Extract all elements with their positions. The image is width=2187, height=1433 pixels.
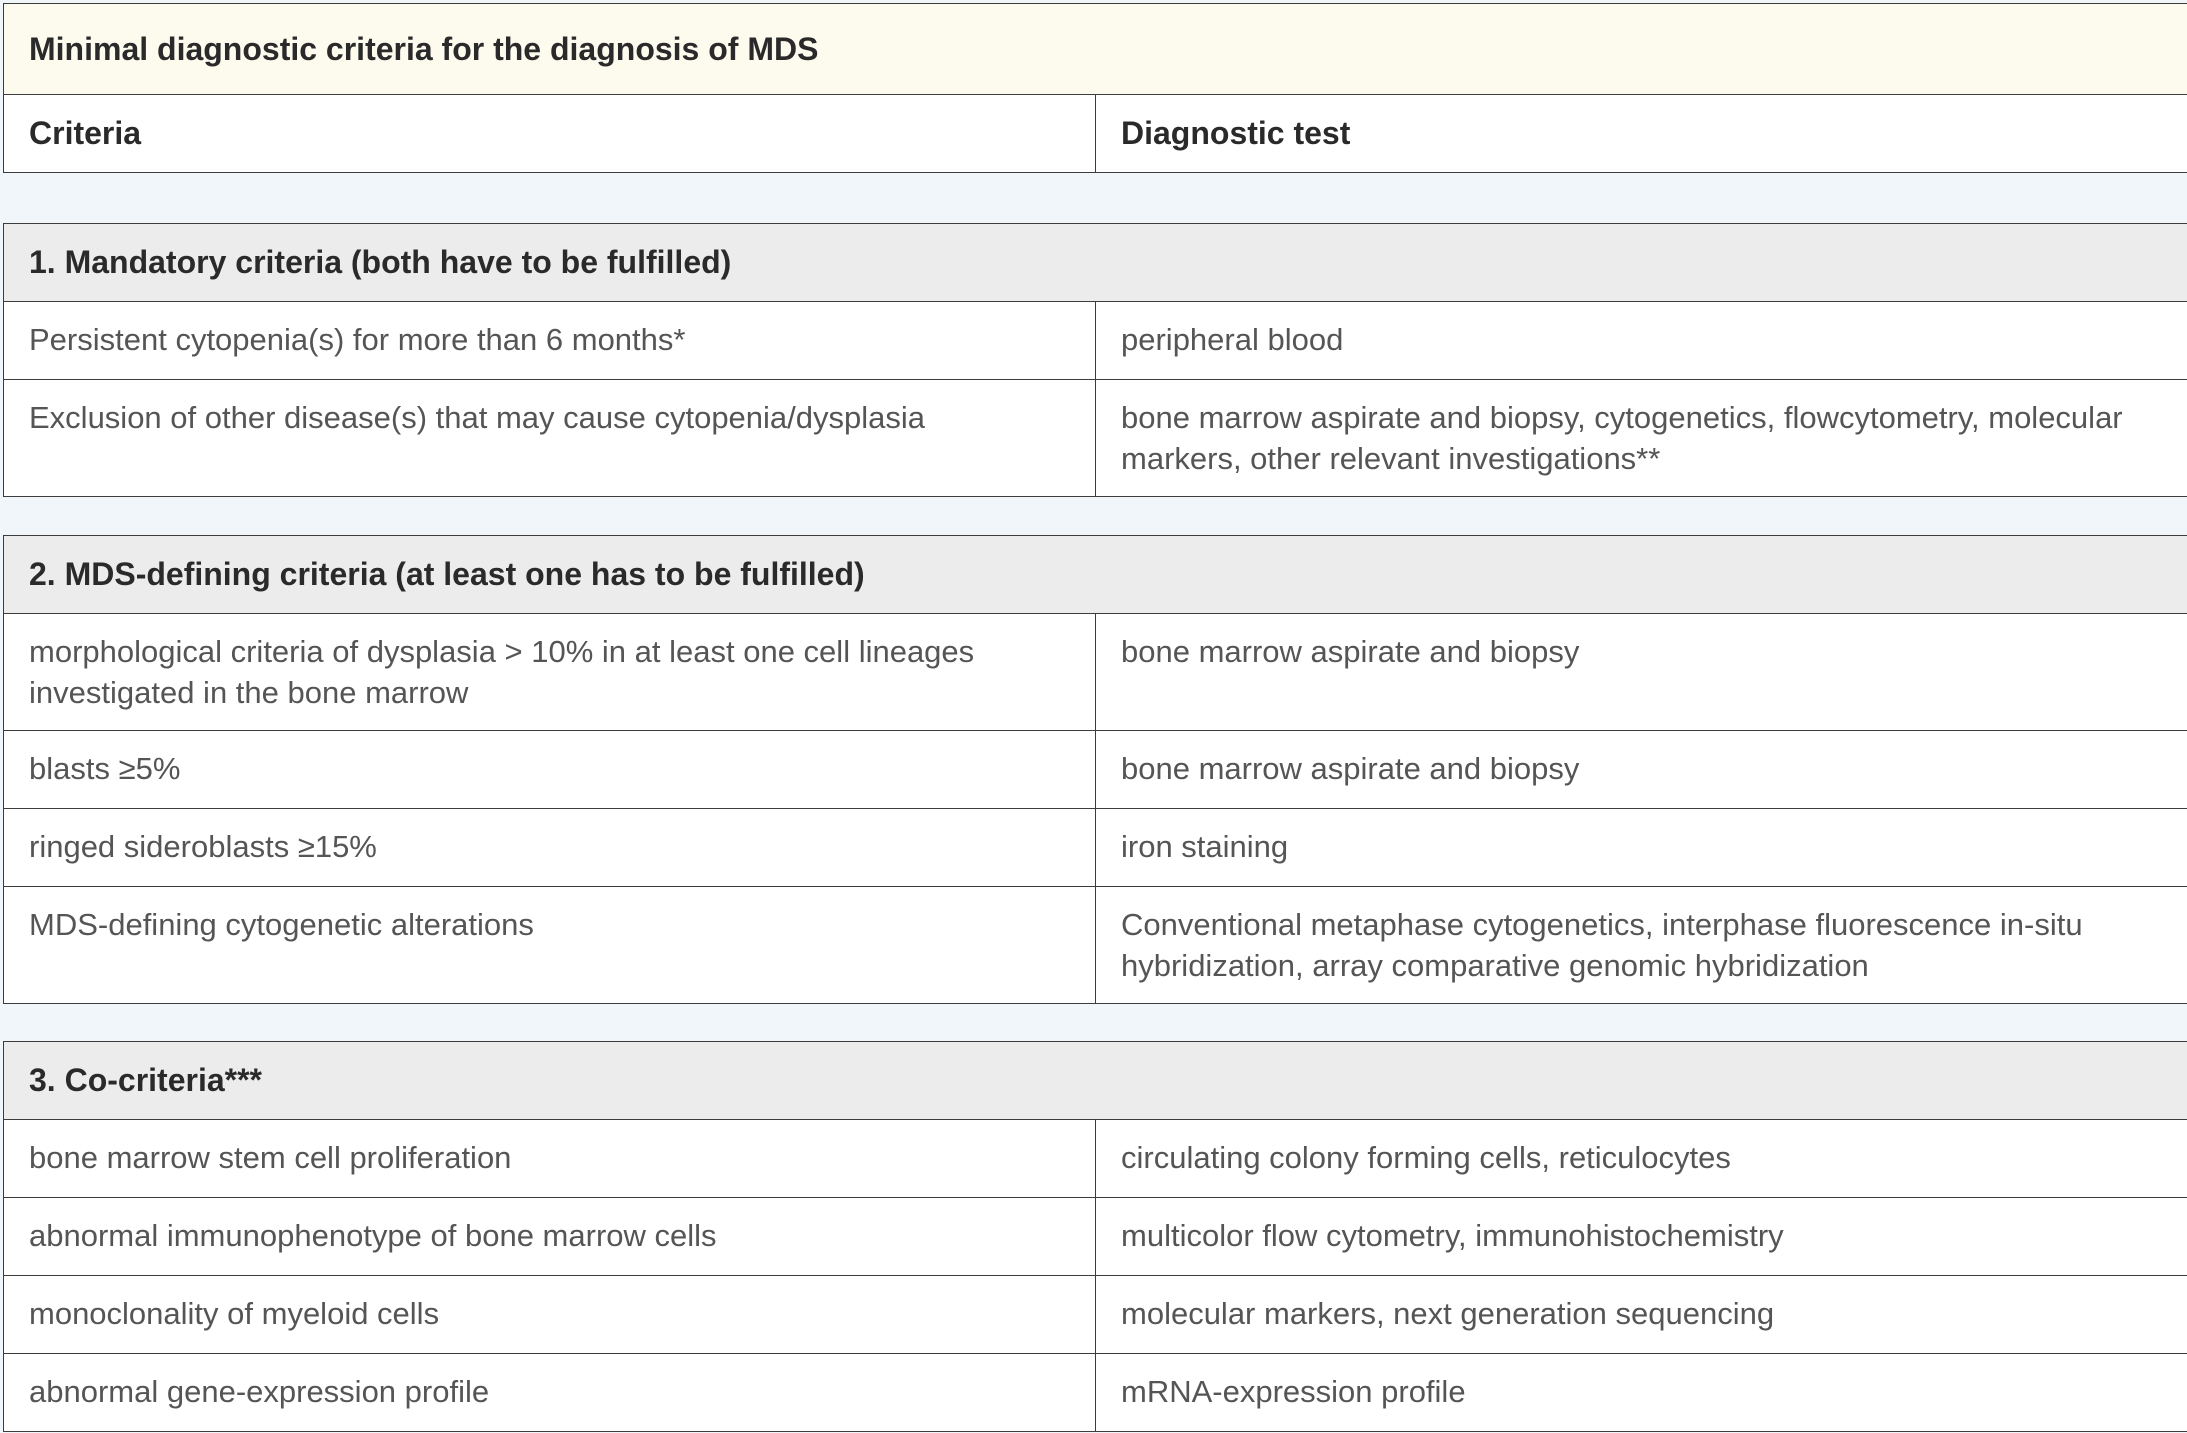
test-cell: bone marrow aspirate and biopsy, cytogenetics, flowcytometry, molecular markers, other relevant investigations** [1096, 380, 2187, 497]
criteria-cell: Exclusion of other disease(s) that may cause cytopenia/dysplasia [4, 380, 1096, 497]
table-row [4, 887, 2187, 1004]
test-cell: circulating colony forming cells, reticulocytes [1096, 1120, 2187, 1198]
table-row [4, 302, 2187, 380]
test-cell: Conventional metaphase cytogenetics, interphase fluorescence in-situ hybridization, array comparative genomic hybridization [1096, 887, 2187, 1004]
section-heading: 2. MDS-defining criteria (at least one has to be fulfilled) [4, 536, 2187, 614]
section-mds-defining [3, 535, 2187, 1004]
table-row [4, 1276, 2187, 1354]
criteria-cell: blasts ≥5% [4, 731, 1096, 809]
title-table [3, 3, 2187, 173]
table-row [4, 1120, 2187, 1198]
column-header-row [4, 95, 2187, 173]
table-row [4, 809, 2187, 887]
test-cell: molecular markers, next generation sequencing [1096, 1276, 2187, 1354]
criteria-cell: MDS-defining cytogenetic alterations [4, 887, 1096, 1004]
section-co-criteria [3, 1041, 2187, 1432]
test-cell: iron staining [1096, 809, 2187, 887]
table-row [4, 614, 2187, 731]
section-heading-row [4, 1042, 2187, 1120]
table-row [4, 380, 2187, 497]
criteria-cell: abnormal gene-expression profile [4, 1354, 1096, 1432]
title-row [4, 4, 2187, 95]
criteria-cell: morphological criteria of dysplasia > 10% in at least one cell lineages investigated in the bone marrow [4, 614, 1096, 731]
column-header-test: Diagnostic test [1096, 95, 2187, 173]
column-header-criteria: Criteria [4, 95, 1096, 173]
test-cell: multicolor flow cytometry, immunohistochemistry [1096, 1198, 2187, 1276]
criteria-cell: bone marrow stem cell proliferation [4, 1120, 1096, 1198]
table-row [4, 1198, 2187, 1276]
criteria-cell: ringed sideroblasts ≥15% [4, 809, 1096, 887]
table-title: Minimal diagnostic criteria for the diagnosis of MDS [4, 4, 2187, 95]
test-cell: mRNA-expression profile [1096, 1354, 2187, 1432]
test-cell: peripheral blood [1096, 302, 2187, 380]
criteria-cell: abnormal immunophenotype of bone marrow cells [4, 1198, 1096, 1276]
criteria-cell: monoclonality of myeloid cells [4, 1276, 1096, 1354]
section-mandatory [3, 223, 2187, 497]
test-cell: bone marrow aspirate and biopsy [1096, 614, 2187, 731]
criteria-cell: Persistent cytopenia(s) for more than 6 months* [4, 302, 1096, 380]
table-row [4, 1354, 2187, 1432]
section-heading-row [4, 536, 2187, 614]
section-heading: 3. Co-criteria*** [4, 1042, 2187, 1120]
table-row [4, 731, 2187, 809]
section-heading-row [4, 224, 2187, 302]
test-cell: bone marrow aspirate and biopsy [1096, 731, 2187, 809]
section-heading: 1. Mandatory criteria (both have to be fulfilled) [4, 224, 2187, 302]
